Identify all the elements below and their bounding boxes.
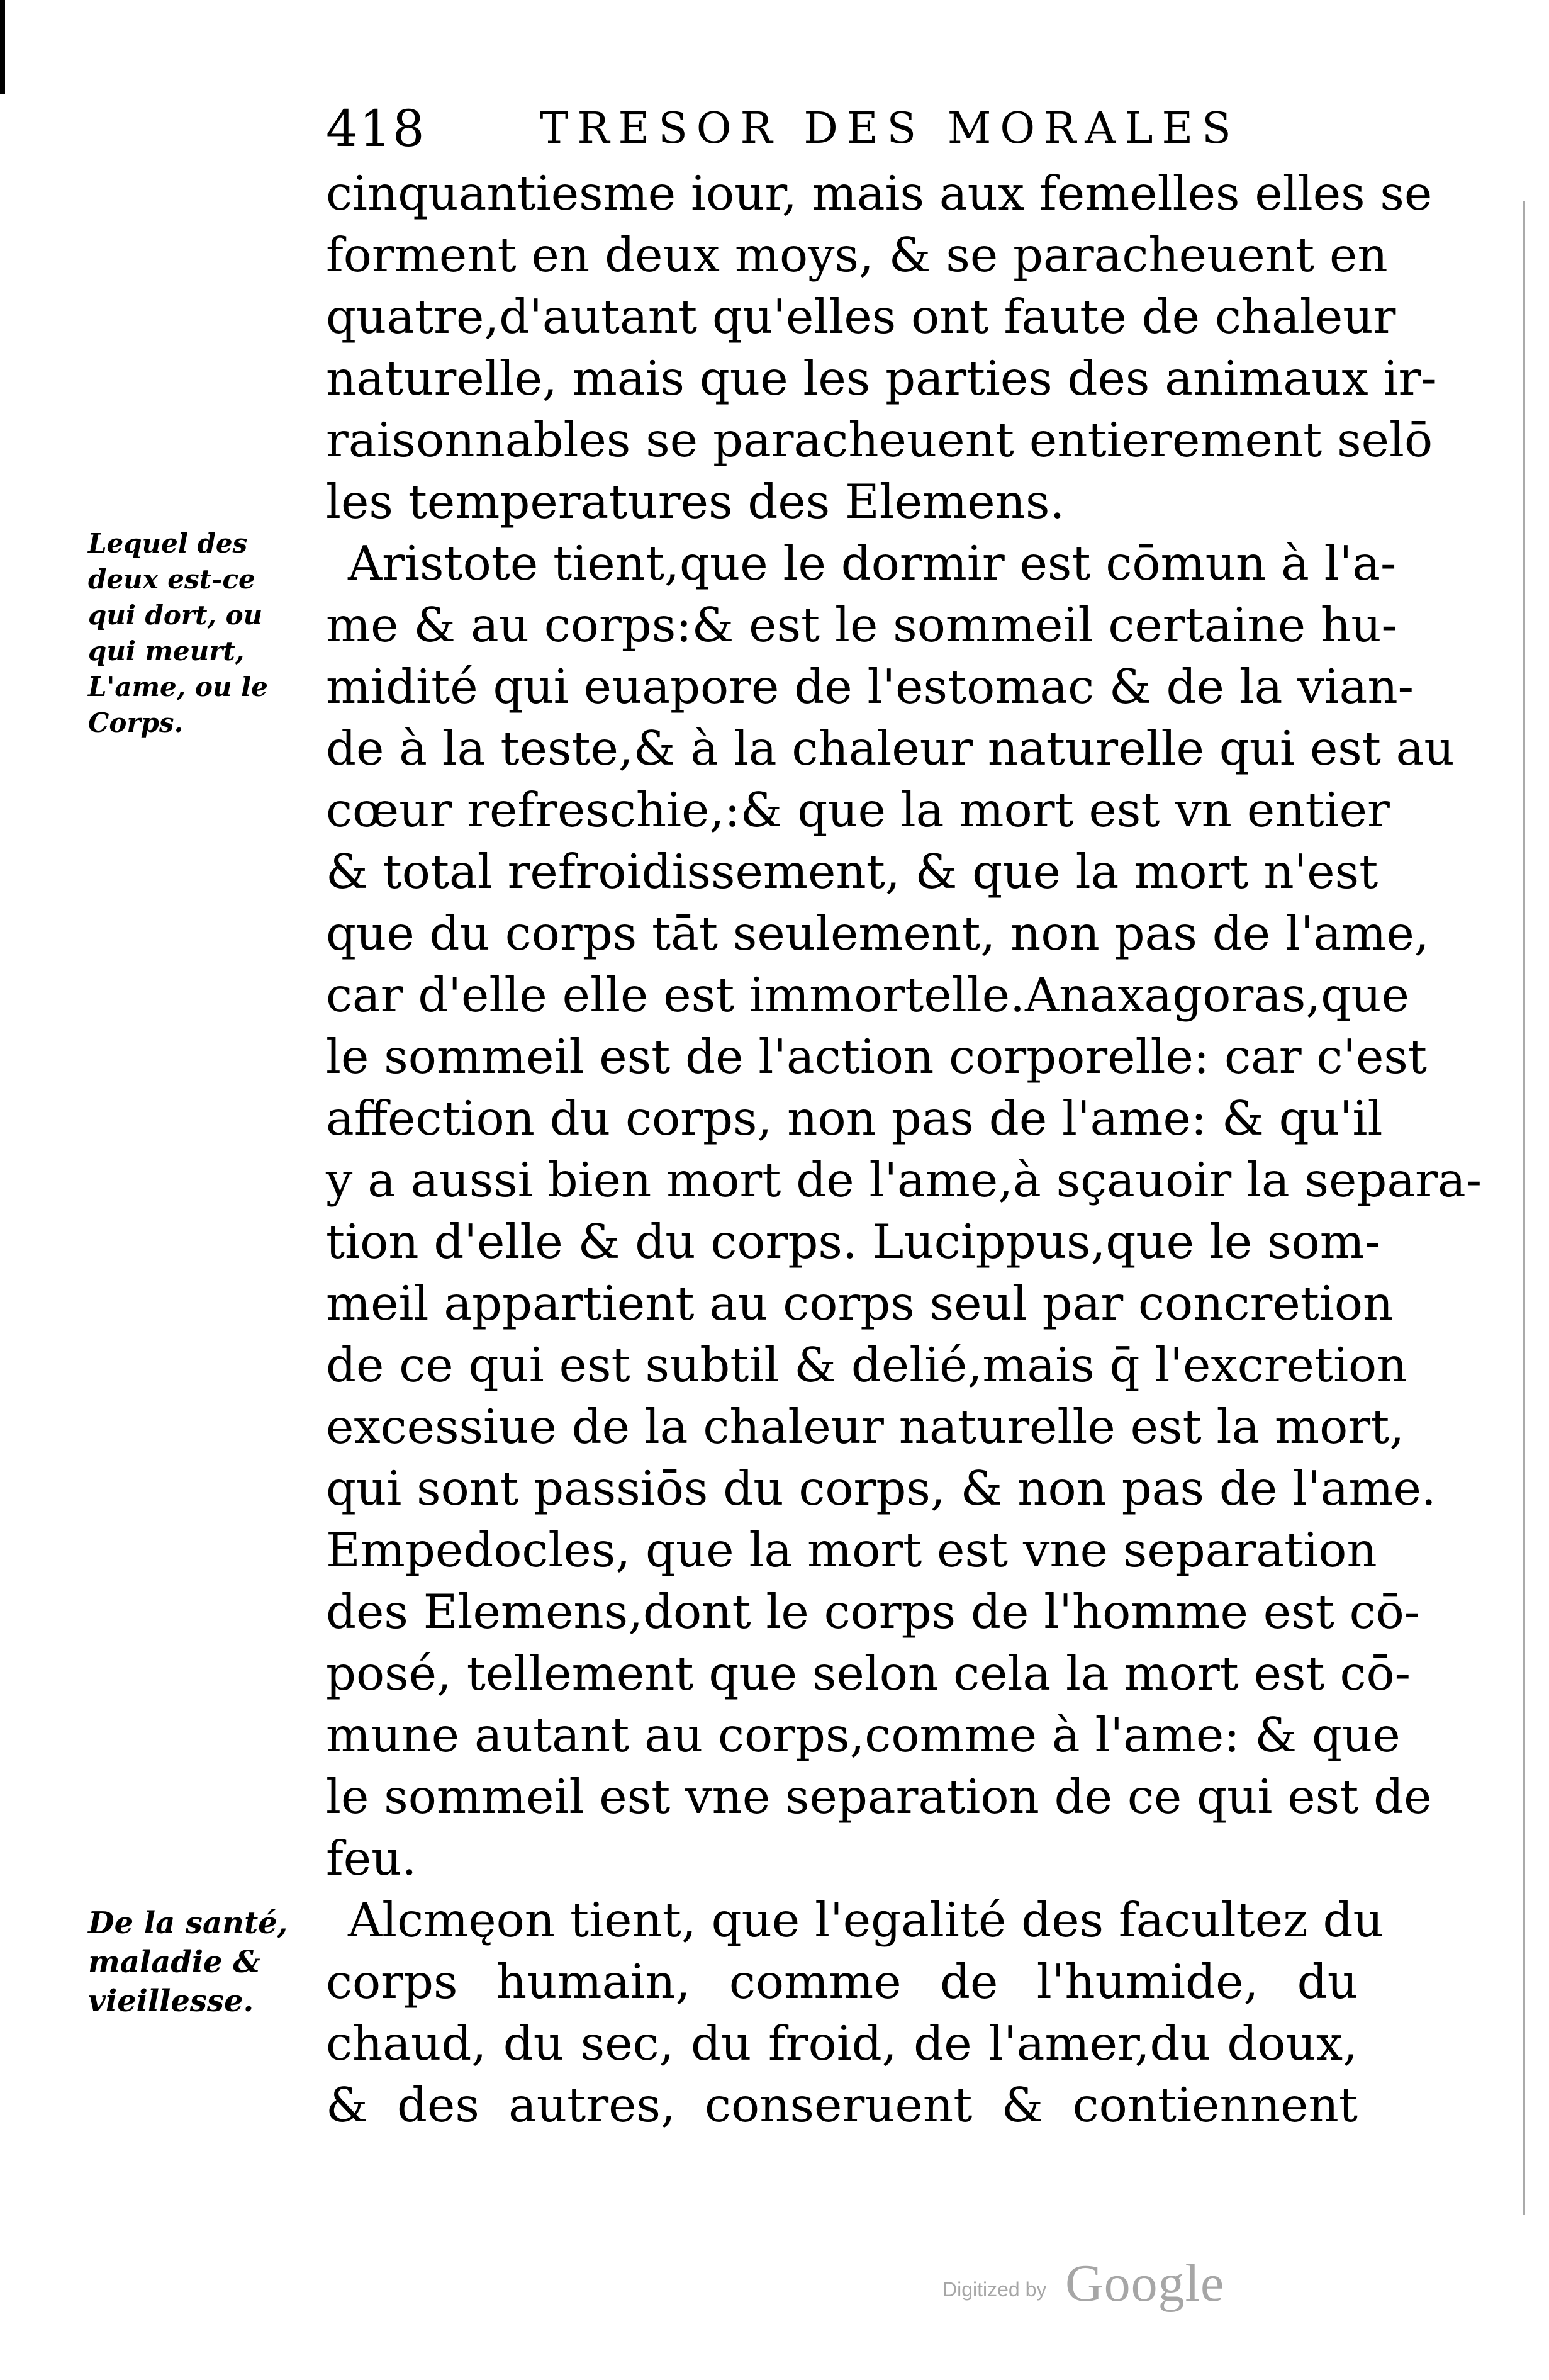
- text-line: corps humain, comme de l'humide, du: [326, 1954, 1358, 2009]
- text-line: chaud, du sec, du froid, de l'amer,du doux,: [326, 2016, 1358, 2071]
- text-line: y a aussi bien mort de l'ame,à sçauoir la separa-: [326, 1152, 1482, 1208]
- text-line: posé, tellement que selon cela la mort est cō-: [326, 1646, 1411, 1701]
- text-line: & des autres, conseruent & contiennent: [326, 2077, 1358, 2133]
- text-line: des Elemens,dont le corps de l'homme est cō-: [326, 1584, 1421, 1639]
- text-line: le sommeil est de l'action corporelle: car c'est: [326, 1029, 1428, 1084]
- google-logo: Google: [1065, 2254, 1225, 2313]
- text-line: quatre,d'autant qu'elles ont faute de chaleur: [326, 289, 1396, 344]
- text-line: de ce qui est subtil & delié,mais q̄ l'excretion: [326, 1337, 1407, 1393]
- text-line: affection du corps, non pas de l'ame: & qu'il: [326, 1091, 1383, 1146]
- text-line: cinquantiesme iour, mais aux femelles elles se: [326, 166, 1433, 221]
- page-gutter-line: [1523, 201, 1525, 2215]
- page-number: 418: [326, 99, 426, 158]
- digitized-watermark: [942, 2253, 1251, 2316]
- text-line: Aristote tient,que le dormir est cōmun à l'a-: [348, 536, 1397, 591]
- text-line: & total refroidissement, & que la mort n'est: [326, 844, 1378, 899]
- text-line: le sommeil est vne separation de ce qui est de: [326, 1769, 1432, 1824]
- text-line: midité qui euapore de l'estomac & de la vian-: [326, 659, 1414, 714]
- text-line: que du corps tāt seulement, non pas de l'ame,: [326, 906, 1429, 961]
- text-line: forment en deux moys, & se paracheuent en: [326, 227, 1388, 283]
- marginal-note-line: qui meurt,: [88, 636, 245, 666]
- text-line: raisonnables se paracheuent entierement selō: [326, 412, 1433, 468]
- text-line: qui sont passiōs du corps, & non pas de l'ame.: [326, 1461, 1436, 1516]
- marginal-note-line: vieillesse.: [88, 1984, 254, 2019]
- text-line: cœur refreschie,:& que la mort est vn entier: [326, 782, 1390, 838]
- main-text: [326, 162, 1482, 2136]
- text-line: feu.: [326, 1831, 417, 1886]
- text-line: naturelle, mais que les parties des animaux ir-: [326, 351, 1437, 406]
- marginal-note-line: deux est-ce: [88, 564, 255, 595]
- text-line: me & au corps:& est le sommeil certaine hu-: [326, 597, 1397, 653]
- text-line: tion d'elle & du corps. Lucippus,que le som-: [326, 1214, 1381, 1269]
- text-line: excessiue de la chaleur naturelle est la mort,: [326, 1399, 1405, 1454]
- marginal-note-line: Lequel des: [88, 528, 248, 559]
- marginal-note-health: [88, 1904, 315, 2021]
- text-line: les temperatures des Elemens.: [326, 474, 1065, 529]
- watermark-prefix: Digitized by: [942, 2278, 1047, 2301]
- text-line: mune autant au corps,comme à l'ame: & que: [326, 1707, 1401, 1763]
- running-title: TRESOR DES MORALES: [540, 104, 1240, 154]
- marginal-note-line: qui dort, ou: [88, 600, 263, 631]
- marginal-note-line: De la santé,: [88, 1906, 288, 1941]
- text-line: car d'elle elle est immortelle.Anaxagoras,que: [326, 967, 1409, 1023]
- marginal-note-line: maladie &: [88, 1945, 260, 1980]
- page-edge-mark: [0, 0, 5, 94]
- text-line: meil appartient au corps seul par concretion: [326, 1276, 1394, 1331]
- marginal-note-line: Corps.: [88, 707, 184, 738]
- text-line: Alcmęon tient, que l'egalité des facultez du: [348, 1892, 1384, 1948]
- marginal-note-line: L'ame, ou le: [88, 671, 268, 702]
- marginal-note-soul-body: [88, 525, 315, 741]
- text-line: Empedocles, que la mort est vne separation: [326, 1522, 1377, 1578]
- text-line: de à la teste,& à la chaleur naturelle qui est au: [326, 721, 1455, 776]
- page-header: [326, 94, 1358, 164]
